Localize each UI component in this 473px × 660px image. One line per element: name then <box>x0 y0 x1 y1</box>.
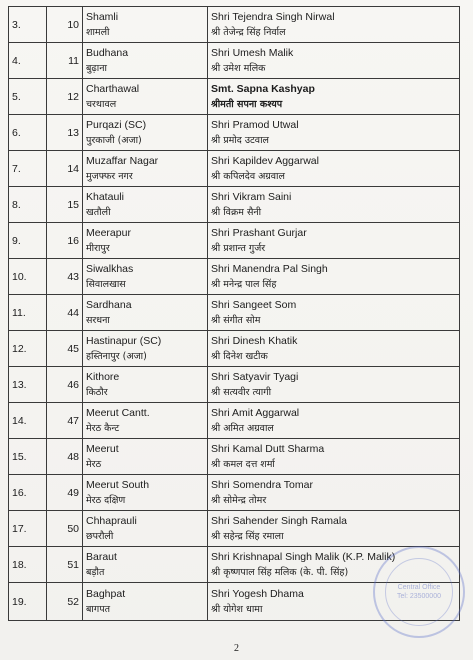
table-row <box>9 187 460 223</box>
serial-number-cell: 7. <box>9 151 47 187</box>
table-row <box>9 439 460 475</box>
candidate-name-hi: श्री विक्रम सैनी <box>211 206 262 218</box>
constituency-name-hi: मेरठ दक्षिण <box>86 494 126 506</box>
table-row <box>9 475 460 511</box>
candidate-cell <box>208 295 460 331</box>
candidate-name-en: Shri Yogesh Dhama <box>211 587 304 600</box>
constituency-name-en: Shamli <box>86 10 119 23</box>
candidate-cell <box>208 367 460 403</box>
constituency-cell <box>83 583 208 621</box>
serial-number-cell: 4. <box>9 43 47 79</box>
constituency-number-cell: 46 <box>47 367 83 403</box>
candidate-cell <box>208 223 460 259</box>
constituency-cell <box>83 223 208 259</box>
constituency-number-cell: 45 <box>47 331 83 367</box>
constituency-name-hi: हस्तिनापुर (अजा) <box>86 350 147 362</box>
candidate-cell <box>208 115 460 151</box>
constituency-name-en: Hastinapur (SC) <box>86 334 162 347</box>
constituency-name-en: Khatauli <box>86 190 124 203</box>
constituency-cell <box>83 115 208 151</box>
candidate-name-hi: श्री सोमेन्द्र तोमर <box>211 494 267 506</box>
candidate-list-table <box>8 6 460 621</box>
candidate-cell <box>208 403 460 439</box>
table-row <box>9 511 460 547</box>
constituency-name-en: Kithore <box>86 370 120 383</box>
constituency-cell <box>83 187 208 223</box>
candidate-name-hi: श्री कमल दत्त शर्मा <box>211 458 275 470</box>
constituency-name-en: Siwalkhas <box>86 262 134 275</box>
serial-number-cell: 5. <box>9 79 47 115</box>
serial-number-cell: 19. <box>9 583 47 621</box>
constituency-number-cell: 13 <box>47 115 83 151</box>
candidate-name-hi: श्री सत्यवीर त्यागी <box>211 386 272 398</box>
constituency-number-cell: 52 <box>47 583 83 621</box>
serial-number-cell: 6. <box>9 115 47 151</box>
constituency-cell <box>83 547 208 583</box>
candidate-name-hi: श्री सहेन्द्र सिंह रमाला <box>211 530 284 542</box>
constituency-name-hi: बागपत <box>86 603 111 615</box>
candidate-cell <box>208 475 460 511</box>
candidate-name-en: Shri Pramod Utwal <box>211 118 299 131</box>
candidate-name-en: Shri Krishnapal Singh Malik (K.P. Malik) <box>211 550 396 563</box>
constituency-number-cell: 49 <box>47 475 83 511</box>
constituency-number-cell: 50 <box>47 511 83 547</box>
constituency-name-hi: पुरकाजी (अजा) <box>86 134 142 146</box>
constituency-name-hi: खतौली <box>86 206 111 218</box>
candidate-name-hi: श्री मनेन्द्र पाल सिंह <box>211 278 277 290</box>
constituency-number-cell: 12 <box>47 79 83 115</box>
candidate-cell <box>208 7 460 43</box>
serial-number-cell: 9. <box>9 223 47 259</box>
serial-number-cell: 12. <box>9 331 47 367</box>
candidate-name-en: Shri Kapildev Aggarwal <box>211 154 319 167</box>
constituency-name-en: Meerut <box>86 442 119 455</box>
candidate-name-en: Shri Sangeet Som <box>211 298 297 311</box>
constituency-number-cell: 51 <box>47 547 83 583</box>
candidate-cell <box>208 439 460 475</box>
serial-number-cell: 13. <box>9 367 47 403</box>
constituency-name-en: Meerut South <box>86 478 150 491</box>
serial-number-cell: 18. <box>9 547 47 583</box>
constituency-cell <box>83 331 208 367</box>
candidate-name-hi: श्री दिनेश खटीक <box>211 350 268 362</box>
constituency-name-en: Charthawal <box>86 82 140 95</box>
constituency-number-cell: 15 <box>47 187 83 223</box>
candidate-cell <box>208 259 460 295</box>
constituency-cell <box>83 295 208 331</box>
candidate-cell <box>208 151 460 187</box>
candidate-name-hi: श्री कृष्णपाल सिंह मलिक (के. पी. सिंह) <box>211 566 349 578</box>
candidate-name-en: Shri Sahender Singh Ramala <box>211 514 347 527</box>
constituency-name-hi: किठौर <box>86 386 108 398</box>
constituency-cell <box>83 7 208 43</box>
table-row <box>9 259 460 295</box>
table-row <box>9 115 460 151</box>
candidate-name-en: Shri Tejendra Singh Nirwal <box>211 10 335 23</box>
candidate-name-en: Smt. Sapna Kashyap <box>211 82 315 95</box>
candidate-name-hi: श्री प्रशान्त गुर्जर <box>211 242 266 254</box>
candidate-name-hi: श्री संगीत सोम <box>211 314 261 326</box>
constituency-name-en: Sardhana <box>86 298 132 311</box>
constituency-cell <box>83 43 208 79</box>
candidate-cell <box>208 331 460 367</box>
candidate-list-body <box>9 7 460 621</box>
serial-number-cell: 16. <box>9 475 47 511</box>
serial-number-cell: 8. <box>9 187 47 223</box>
table-row <box>9 403 460 439</box>
candidate-cell <box>208 511 460 547</box>
constituency-name-hi: मेरठ <box>86 458 102 470</box>
serial-number-cell: 10. <box>9 259 47 295</box>
serial-number-cell: 14. <box>9 403 47 439</box>
constituency-name-hi: बुढ़ाना <box>86 62 107 74</box>
serial-number-cell: 17. <box>9 511 47 547</box>
constituency-number-cell: 47 <box>47 403 83 439</box>
table-row <box>9 151 460 187</box>
constituency-name-hi: चरथावल <box>86 98 117 110</box>
constituency-name-hi: मीरापुर <box>86 242 110 254</box>
constituency-name-hi: शामली <box>86 26 110 38</box>
constituency-name-hi: मुजफ्फर नगर <box>86 170 133 182</box>
table-row <box>9 295 460 331</box>
constituency-cell <box>83 439 208 475</box>
constituency-number-cell: 43 <box>47 259 83 295</box>
constituency-cell <box>83 259 208 295</box>
constituency-cell <box>83 367 208 403</box>
constituency-name-hi: मेरठ कैन्ट <box>86 422 120 434</box>
table-row <box>9 223 460 259</box>
constituency-name-en: Budhana <box>86 46 129 59</box>
candidate-name-en: Shri Dinesh Khatik <box>211 334 298 347</box>
constituency-number-cell: 11 <box>47 43 83 79</box>
table-row <box>9 7 460 43</box>
constituency-name-en: Baghpat <box>86 587 126 600</box>
candidate-name-en: Shri Amit Aggarwal <box>211 406 300 419</box>
constituency-number-cell: 14 <box>47 151 83 187</box>
table-row <box>9 79 460 115</box>
candidate-name-en: Shri Somendra Tomar <box>211 478 313 491</box>
constituency-cell <box>83 151 208 187</box>
constituency-name-hi: सरधना <box>86 314 110 326</box>
stamp-line-1: Central Office <box>397 584 441 591</box>
constituency-number-cell: 44 <box>47 295 83 331</box>
serial-number-cell: 15. <box>9 439 47 475</box>
candidate-name-hi: श्री योगेश धामा <box>211 603 263 615</box>
constituency-cell <box>83 511 208 547</box>
constituency-name-hi: बड़ौत <box>86 566 105 578</box>
page-number: 2 <box>234 643 239 654</box>
candidate-cell <box>208 43 460 79</box>
candidate-name-en: Shri Umesh Malik <box>211 46 294 59</box>
candidate-name-hi: श्री प्रमोद उटवाल <box>211 134 269 146</box>
constituency-name-en: Meerut Cantt. <box>86 406 150 419</box>
candidate-name-en: Shri Prashant Gurjar <box>211 226 307 239</box>
candidate-name-hi: श्रीमती सपना कश्यप <box>211 98 283 110</box>
candidate-name-en: Shri Vikram Saini <box>211 190 292 203</box>
constituency-cell <box>83 79 208 115</box>
candidate-name-en: Shri Kamal Dutt Sharma <box>211 442 325 455</box>
table-row <box>9 43 460 79</box>
constituency-cell <box>83 403 208 439</box>
constituency-number-cell: 16 <box>47 223 83 259</box>
constituency-name-en: Chhaprauli <box>86 514 137 527</box>
constituency-cell <box>83 475 208 511</box>
constituency-number-cell: 10 <box>47 7 83 43</box>
constituency-name-en: Meerapur <box>86 226 131 239</box>
party-office-stamp <box>373 546 465 638</box>
serial-number-cell: 11. <box>9 295 47 331</box>
table-row <box>9 331 460 367</box>
candidate-name-hi: श्री उमेश मलिक <box>211 62 266 74</box>
constituency-name-hi: सिवालखास <box>86 278 126 290</box>
constituency-name-en: Baraut <box>86 550 117 563</box>
constituency-name-en: Purqazi (SC) <box>86 118 147 131</box>
serial-number-cell: 3. <box>9 7 47 43</box>
constituency-name-hi: छपरौली <box>86 530 114 542</box>
candidate-name-hi: श्री अमित अग्रवाल <box>211 422 274 434</box>
table-row <box>9 367 460 403</box>
constituency-name-en: Muzaffar Nagar <box>86 154 159 167</box>
stamp-line-2: Tel: 23500000 <box>397 593 441 600</box>
candidate-cell <box>208 79 460 115</box>
candidate-name-en: Shri Satyavir Tyagi <box>211 370 299 383</box>
constituency-number-cell: 48 <box>47 439 83 475</box>
candidate-name-hi: श्री तेजेन्द्र सिंह निर्वाल <box>211 26 286 38</box>
candidate-cell <box>208 187 460 223</box>
candidate-name-hi: श्री कपिलदेव अग्रवाल <box>211 170 285 182</box>
candidate-name-en: Shri Manendra Pal Singh <box>211 262 328 275</box>
